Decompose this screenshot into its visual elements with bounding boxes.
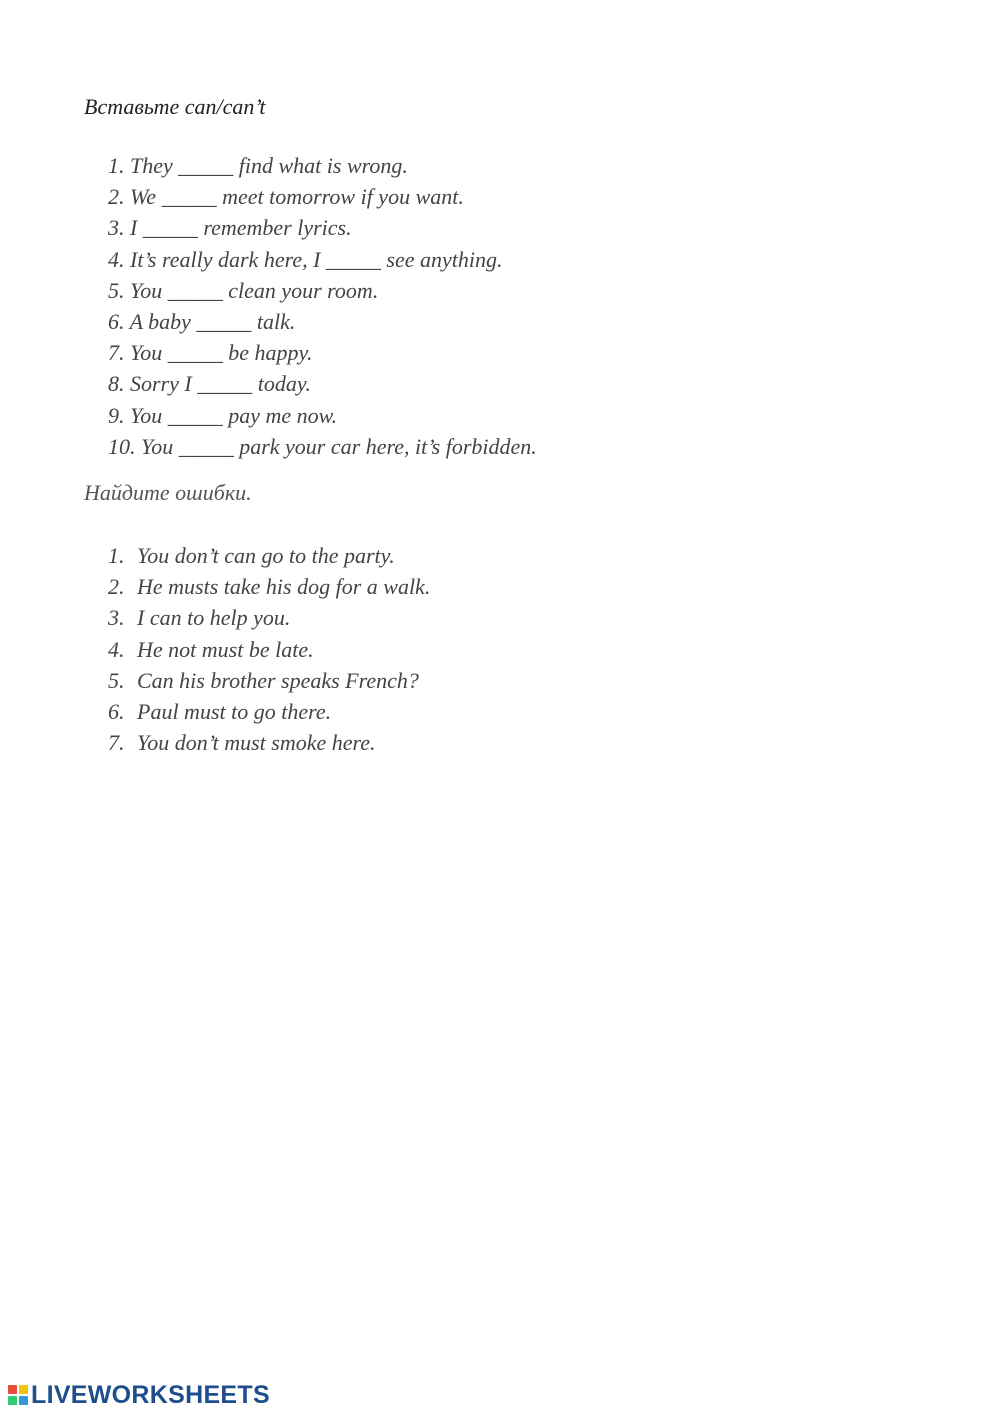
list-item [108, 665, 430, 696]
list-item: 9. You _____ pay me now. [108, 402, 338, 428]
list-item [108, 696, 430, 727]
list-item: 5. You _____ clean your room. [108, 277, 379, 303]
list-item: 6. A baby _____ talk. [108, 309, 296, 335]
list-item [108, 540, 430, 571]
list-item [108, 602, 430, 633]
item-text: He not must be late. [137, 636, 314, 662]
logo-block [19, 1385, 28, 1394]
list-item: 8. Sorry I _____ today. [108, 371, 311, 397]
list-item: 10. You _____ park your car here, it’s forbidden. [108, 433, 537, 459]
logo-blocks-icon [8, 1385, 28, 1405]
list-item: 1. They _____ find what is wrong. [108, 153, 408, 178]
liveworksheets-logo[interactable] [8, 1380, 270, 1410]
list-item: 2. We _____ meet tomorrow if you want. [108, 184, 464, 210]
section-1-heading: Вставьте can/can’t [84, 94, 266, 119]
list-item [108, 727, 430, 758]
list-item: 7. You _____ be happy. [108, 340, 313, 366]
item-number: 6. [108, 699, 125, 725]
logo-block [8, 1396, 17, 1405]
item-number: 2. [108, 574, 125, 600]
item-text: You don’t can go to the party. [137, 543, 395, 568]
item-text: Paul must to go there. [137, 699, 332, 725]
item-text: You don’t must smoke here. [137, 730, 376, 756]
section-2-heading: Найдите ошибки. [84, 480, 252, 505]
item-number: 4. [108, 636, 125, 662]
item-text: I can to help you. [137, 605, 291, 631]
fill-in-list [108, 150, 537, 462]
logo-block [8, 1385, 17, 1394]
logo-block [19, 1396, 28, 1405]
list-item [108, 634, 430, 665]
item-number: 7. [108, 730, 125, 756]
item-text: Can his brother speaks French? [137, 667, 419, 693]
logo-text: LIVEWORKSHEETS [31, 1380, 270, 1409]
error-correction-list [108, 540, 430, 758]
item-number: 1. [108, 543, 125, 568]
list-item: 3. I _____ remember lyrics. [108, 215, 352, 241]
item-number: 5. [108, 667, 125, 693]
list-item [108, 571, 430, 602]
item-text: He musts take his dog for a walk. [137, 574, 431, 600]
item-number: 3. [108, 605, 125, 631]
list-item: 4. It’s really dark here, I _____ see anything. [108, 246, 503, 272]
